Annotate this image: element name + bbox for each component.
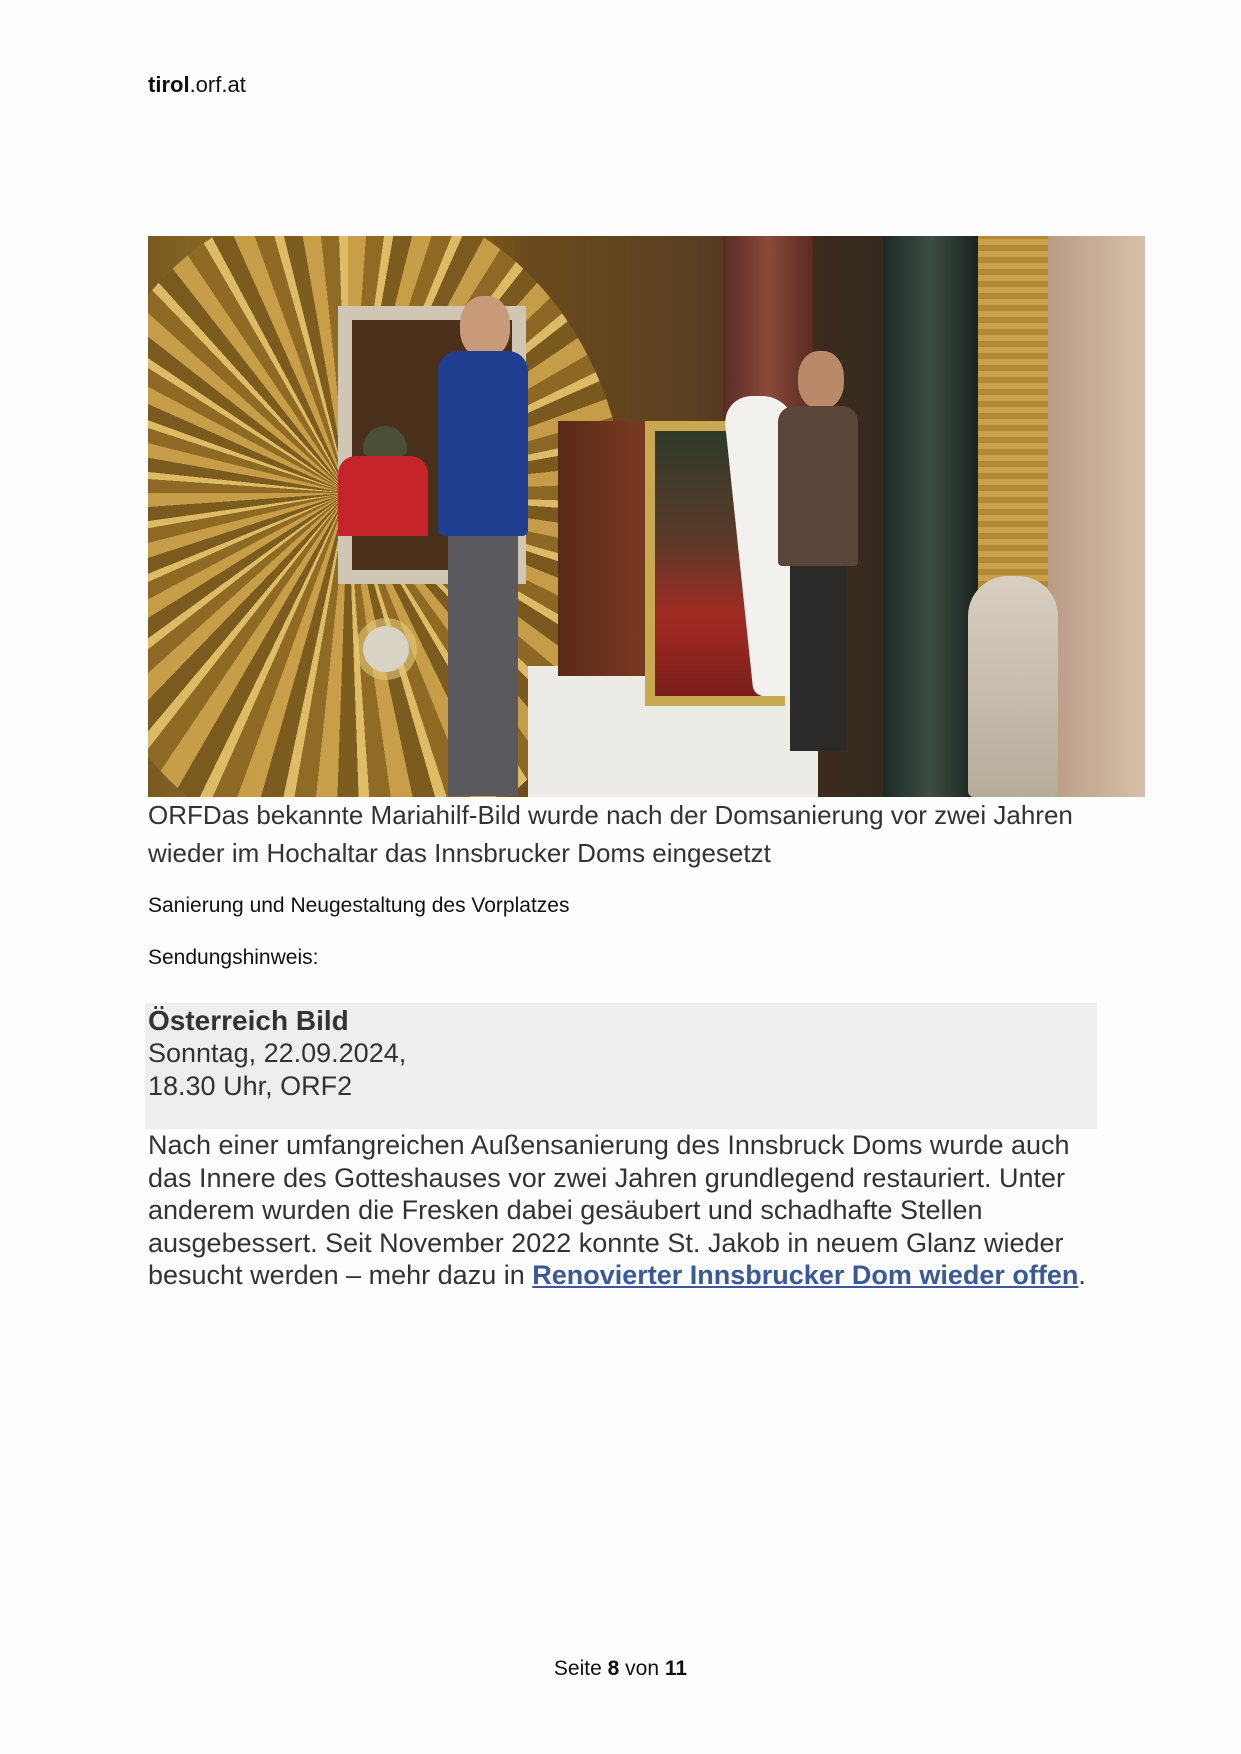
footer-total-pages: 11 [664,1657,688,1680]
photo-wooden-case [558,421,648,676]
page-footer [0,1657,1241,1681]
photo-heart-ornament [363,626,409,672]
broadcast-time-channel: 18.30 Uhr, ORF2 [148,1071,353,1101]
photo-caption: ORFDas bekannte Mariahilf-Bild wurde nach der Domsanierung vor zwei Jahren wieder im Hochaltar das Innsbrucker Doms eingesetzt [148,800,1073,868]
related-article-link[interactable]: Renovierter Innsbrucker Dom wieder offen [532,1260,1079,1290]
article-body-trailing: . [1078,1260,1086,1290]
photo-person-brown-sweater [778,351,858,751]
broadcast-date: Sonntag, 22.09.2024, [148,1038,407,1068]
photo-person-red-jacket [338,426,428,536]
broadcast-title: Österreich Bild [148,1005,349,1036]
article-body-text: Nach einer umfangreichen Außensanierung des Innsbruck Doms wurde auch das Innere des Gotteshauses vor zwei Jahren grundlegend restauriert. Unter anderem wurden die Fresken dabei gesäubert und schadhafte Stellen ausgebessert. Seit November 2022 konnte St. Jakob in neuem Glanz wieder besucht werden – mehr dazu in [148,1130,1070,1290]
photo-person-blue-sweater [438,296,528,796]
footer-middle: von [625,1657,660,1680]
photo-wall [1048,236,1145,797]
footer-prefix: Seite [553,1657,602,1680]
article-photo [148,236,1145,797]
broadcast-notice-label: Sendungshinweis: [148,946,319,969]
site-name-bold: tirol [148,72,190,97]
article-body-paragraph [148,1129,1093,1292]
photo-bishop-statue [968,576,1058,797]
section-heading-vorplatz: Sanierung und Neugestaltung des Vorplatzes [148,894,570,917]
site-name-domain: .orf.at [189,72,246,97]
footer-current-page: 8 [607,1657,620,1680]
site-header [148,72,246,98]
photo-marble-column [883,236,978,797]
broadcast-info-box [145,1003,1097,1129]
